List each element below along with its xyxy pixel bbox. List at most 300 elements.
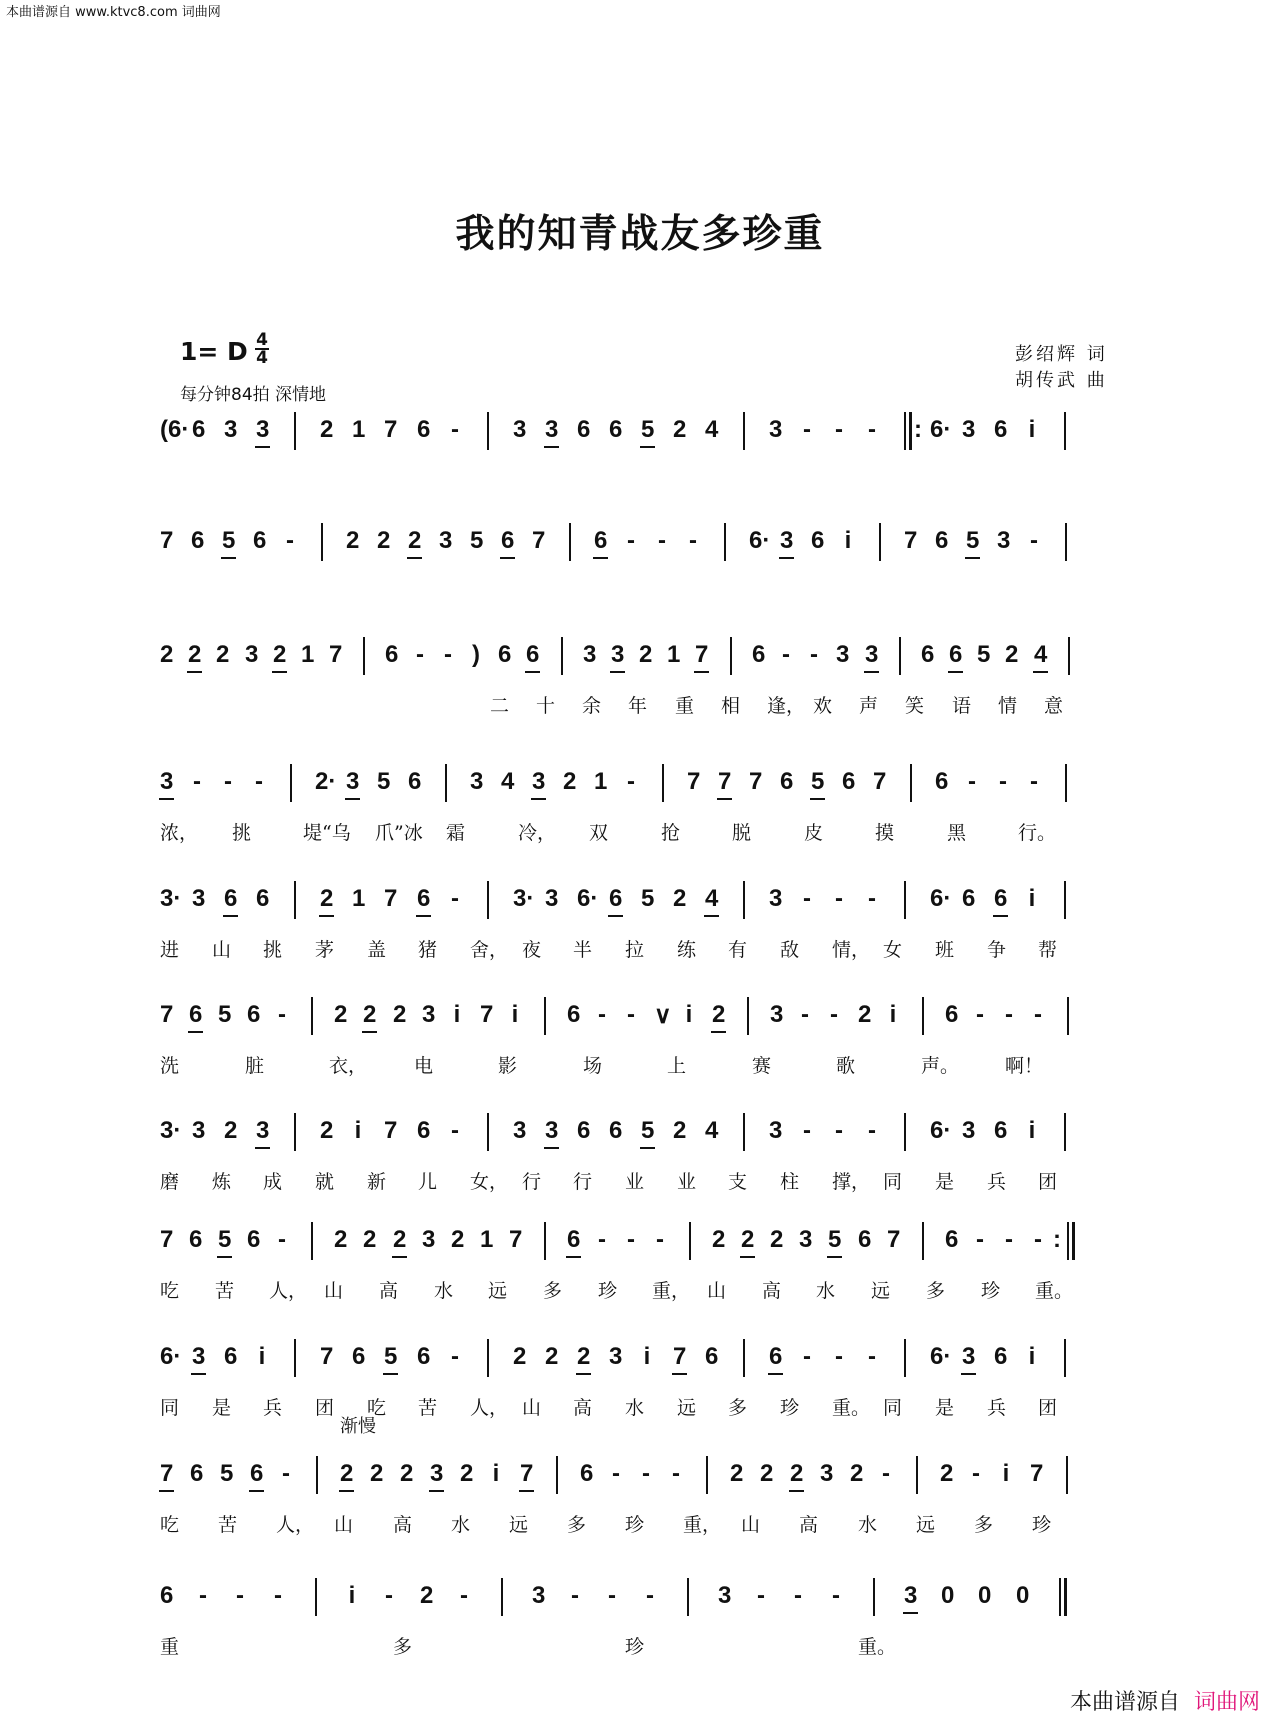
bar-line [556, 1456, 558, 1494]
time-bottom: 4 [256, 348, 268, 368]
note: 6· [930, 1343, 952, 1370]
note: 3 [799, 1226, 813, 1253]
note: 3· [160, 1117, 182, 1144]
notes-line [160, 1460, 1120, 1506]
note: - [451, 885, 459, 912]
bar-line [916, 1456, 918, 1494]
note: i [1028, 1343, 1036, 1370]
lyric-word: 二 [490, 695, 510, 717]
note: 3 [780, 527, 794, 554]
lyric-word: 有 [728, 939, 748, 961]
note: 6 [417, 1343, 431, 1370]
bar-line [910, 764, 912, 802]
notes-line [160, 1001, 1120, 1047]
lyric-word: 拉 [625, 939, 645, 961]
note: 6· [577, 885, 599, 912]
note: 3 [583, 641, 597, 668]
lyric-word: 场 [583, 1055, 603, 1077]
score-system [160, 1460, 1120, 1540]
footer-site: 词曲网 [1193, 1690, 1260, 1715]
notes-line: (6· 6 3 3 2 1 7 6 - 3 3 6 6 5 2 4 3 - - - : 6· 3 6 i [160, 416, 1120, 462]
lyric-word: 远 [509, 1514, 529, 1536]
tempo-marking: 每分钟84拍 深情地 [180, 385, 327, 405]
lyric-word: 兵 [987, 1397, 1007, 1419]
lyric-word: 皮 [804, 822, 824, 844]
lyrics-line [160, 1510, 1120, 1540]
note: 2 [741, 1226, 755, 1253]
note: 5 [377, 768, 391, 795]
lyric-word: 远 [488, 1280, 508, 1302]
lyric-word: 双 [589, 822, 609, 844]
note: 6 [994, 885, 1008, 912]
note: 2 [1005, 641, 1019, 668]
lyric-word: 远 [677, 1397, 697, 1419]
note: 6 [385, 641, 399, 668]
note: 2 [340, 1460, 354, 1487]
lyric-word: 欢 [813, 695, 833, 717]
bar-line [1064, 1113, 1066, 1151]
note: i [453, 1001, 461, 1028]
footer [1070, 1685, 1260, 1716]
bar-line [922, 997, 924, 1035]
note: 6 [250, 1460, 264, 1487]
bar-line [904, 1339, 906, 1377]
note: 7 [160, 1226, 174, 1253]
note: 6 [408, 768, 422, 795]
song-title: 我的知青战友多珍重 [455, 211, 825, 257]
notes-line [160, 768, 1120, 814]
bar-line [544, 997, 546, 1035]
lyric-word: 赛 [752, 1055, 772, 1077]
note: 3 [245, 641, 259, 668]
note: 7 [718, 768, 732, 795]
note: - [608, 1582, 616, 1609]
score-system [160, 416, 1120, 496]
lyric-word: 团 [1038, 1397, 1058, 1419]
note: 2 [563, 768, 577, 795]
lyric-word: 摸 [875, 822, 895, 844]
bar-line [687, 1578, 689, 1616]
lyric-word: 敌 [780, 939, 800, 961]
note: 6 [994, 1117, 1008, 1144]
note: 4 [705, 416, 719, 443]
lyric-word: 是 [212, 1397, 232, 1419]
note: 3 [962, 416, 976, 443]
note: i [844, 527, 852, 554]
note: - [1030, 768, 1038, 795]
lyric-word: 珍 [981, 1280, 1001, 1302]
lyrics-line [160, 935, 1120, 965]
lyric-word: 人， [276, 1514, 315, 1536]
score-system [160, 1226, 1120, 1306]
note: 2 [639, 641, 653, 668]
note: - [782, 641, 790, 668]
note: 3 [904, 1582, 918, 1609]
note: - [236, 1582, 244, 1609]
lyric-word: 苦 [215, 1280, 235, 1302]
bar-line [487, 1113, 489, 1151]
note: 3 [192, 1117, 206, 1144]
bar-line [294, 412, 296, 450]
lyric-word: 同 [883, 1171, 903, 1193]
note: 3 [545, 1117, 559, 1144]
note: 6 [842, 768, 856, 795]
note: - [794, 1582, 802, 1609]
note: 3 [545, 885, 559, 912]
bar-line [662, 764, 664, 802]
bar-line [904, 1113, 906, 1151]
lyric-word: 霜 [446, 822, 466, 844]
note: 6 [417, 416, 431, 443]
note: 2 [334, 1226, 348, 1253]
note: - [385, 1582, 393, 1609]
note: - [672, 1460, 680, 1487]
bar-line [743, 1113, 745, 1151]
note: 5 [977, 641, 991, 668]
note: 7 [320, 1343, 334, 1370]
note: 3 [609, 1343, 623, 1370]
lyric-word: 新 [367, 1171, 387, 1193]
note: 6 [577, 1117, 591, 1144]
lyric-word: 衣， [329, 1055, 368, 1077]
lyric-word: 洗 [160, 1055, 180, 1077]
note: 6 [769, 1343, 783, 1370]
note: 2 [188, 641, 202, 668]
lyric-word: 女 [883, 939, 903, 961]
note: 2 [712, 1226, 726, 1253]
bar-line [501, 1578, 503, 1616]
score-system [160, 885, 1120, 965]
note: - [451, 1343, 459, 1370]
lyric-word: 是 [935, 1397, 955, 1419]
bar-line [1067, 1222, 1075, 1260]
lyric-word: 高 [393, 1514, 413, 1536]
note: i [511, 1001, 519, 1028]
note: ∨ [654, 1002, 672, 1029]
note: 7 [160, 1460, 174, 1487]
lyric-word: 业 [625, 1171, 645, 1193]
bar-line [904, 412, 912, 450]
note: 6 [935, 768, 949, 795]
lyric-word: 磨 [160, 1171, 180, 1193]
note: - [689, 527, 697, 554]
note: 6 [945, 1001, 959, 1028]
lyric-word: 山 [707, 1280, 727, 1302]
lyric-word: 高 [573, 1397, 593, 1419]
note: 3 [192, 885, 206, 912]
footer-source: 本曲谱源自 [1069, 1690, 1180, 1715]
note: 7 [384, 1117, 398, 1144]
lyric-word: 同 [160, 1397, 180, 1419]
lyric-word: 帮 [1038, 939, 1058, 961]
bar-line [904, 881, 906, 919]
note: - [278, 1001, 286, 1028]
note: 6 [498, 641, 512, 668]
lyric-word: 猪 [418, 939, 438, 961]
lyric-word: 半 [573, 939, 593, 961]
note: - [627, 768, 635, 795]
note: i [258, 1343, 266, 1370]
note: - [460, 1582, 468, 1609]
bar-line [922, 1222, 924, 1260]
notes-line [160, 1343, 1120, 1389]
note: - [835, 885, 843, 912]
note: 3 [224, 416, 238, 443]
tempo-change: 渐慢 [340, 1416, 376, 1437]
note: 7 [873, 768, 887, 795]
note: - [571, 1582, 579, 1609]
lyric-word: 茅 [315, 939, 335, 961]
note: - [1030, 527, 1038, 554]
lyric-word: 重 [675, 695, 695, 717]
lyric-word: 浓， [160, 822, 199, 844]
note: 4 [705, 1117, 719, 1144]
note: - [598, 1001, 606, 1028]
lyric-word: 成 [263, 1171, 283, 1193]
lyrics-line [160, 1051, 1120, 1081]
note: 2 [393, 1226, 407, 1253]
note: - [627, 1001, 635, 1028]
bar-line [879, 523, 881, 561]
key-signature: 1= D [180, 337, 248, 366]
lyric-word: 远 [916, 1514, 936, 1536]
note: - [868, 416, 876, 443]
lyric-word: 女， [470, 1171, 509, 1193]
lyric-word: 珍 [625, 1636, 645, 1658]
note: - [416, 641, 424, 668]
bar-line [294, 881, 296, 919]
note: 6· [749, 527, 771, 554]
lyric-word: 多 [926, 1280, 946, 1302]
note: - [832, 1582, 840, 1609]
bar-line [730, 637, 732, 675]
note: 5 [641, 885, 655, 912]
note: 6 [352, 1343, 366, 1370]
lyric-word: 余 [582, 695, 602, 717]
lyric-word: 水 [625, 1397, 645, 1419]
score-system [160, 768, 1120, 848]
note: 2 [320, 1117, 334, 1144]
lyric-word: 是 [935, 1171, 955, 1193]
note: 3 [997, 527, 1011, 554]
lyric-word: 情， [832, 939, 871, 961]
note: - [658, 527, 666, 554]
bar-line [321, 523, 323, 561]
note: - [646, 1582, 654, 1609]
score-system [160, 641, 1120, 721]
note: 4 [705, 885, 719, 912]
note: i [643, 1343, 651, 1370]
lyric-word: 珍 [598, 1280, 618, 1302]
note: 2 [858, 1001, 872, 1028]
lyric-word: 水 [434, 1280, 454, 1302]
note: 3 [422, 1226, 436, 1253]
note: 1 [667, 641, 681, 668]
lyric-word: 水 [451, 1514, 471, 1536]
note: 3 [346, 768, 360, 795]
lyric-word: 珍 [625, 1514, 645, 1536]
bar-line [724, 523, 726, 561]
lyric-word: 练 [677, 939, 697, 961]
note: 4 [1034, 641, 1048, 668]
note: 3 [430, 1460, 444, 1487]
note: 3 [962, 1117, 976, 1144]
note: 6 [191, 527, 205, 554]
note: - [810, 641, 818, 668]
lyric-word: 水 [816, 1280, 836, 1302]
note: (6· [160, 416, 190, 443]
note: 6· [930, 885, 952, 912]
note: 2 [363, 1001, 377, 1028]
lyric-word: 重 [160, 1636, 180, 1658]
note: i [492, 1460, 500, 1487]
score-system [160, 1001, 1120, 1081]
lyric-word: 炼 [212, 1171, 232, 1193]
lyric-word: 抢 [661, 822, 681, 844]
note: 4 [501, 768, 515, 795]
note: 6 [994, 416, 1008, 443]
note: - [835, 1117, 843, 1144]
note: 3 [769, 885, 783, 912]
time-signature [255, 332, 269, 366]
note: 6 [935, 527, 949, 554]
bar-line [316, 1456, 318, 1494]
bar-line [1066, 1456, 1068, 1494]
note: 6 [949, 641, 963, 668]
note: 7 [695, 641, 709, 668]
lyric-word: 冷， [518, 822, 557, 844]
lyric-word: 挑 [263, 939, 283, 961]
note: - [830, 1001, 838, 1028]
bar-line [1067, 997, 1069, 1035]
note: - [286, 527, 294, 554]
note: 2 [377, 527, 391, 554]
lyricist-credit: 彭绍辉 词 [1015, 344, 1108, 365]
lyric-word: 人， [269, 1280, 308, 1302]
note: 3 [160, 768, 174, 795]
note: 5 [384, 1343, 398, 1370]
lyric-word: 珍 [780, 1397, 800, 1419]
note: 2 [363, 1226, 377, 1253]
note: 7 [687, 768, 701, 795]
note: 3 [470, 768, 484, 795]
lyric-word: 重， [683, 1514, 722, 1536]
note: 2 [273, 641, 287, 668]
note: - [656, 1226, 664, 1253]
lyric-word: 山 [324, 1280, 344, 1302]
note: 3 [532, 1582, 546, 1609]
note: - [627, 527, 635, 554]
note: i [1028, 416, 1036, 443]
note: 3 [256, 1117, 270, 1144]
note: - [803, 1343, 811, 1370]
note: 6 [224, 885, 238, 912]
note: 6 [577, 416, 591, 443]
bar-line [1065, 764, 1067, 802]
note: - [835, 416, 843, 443]
bar-line [311, 1222, 313, 1260]
lyric-word: 兵 [263, 1397, 283, 1419]
note: 2 [346, 527, 360, 554]
note: 5 [828, 1226, 842, 1253]
note: 6 [417, 1117, 431, 1144]
lyric-word: 支 [728, 1171, 748, 1193]
note: 6 [705, 1343, 719, 1370]
notes-line [160, 527, 1120, 573]
note: 1 [352, 416, 366, 443]
note: 3 [513, 416, 527, 443]
bar-line [1064, 1339, 1066, 1377]
note: 7 [673, 1343, 687, 1370]
note: 3 [513, 1117, 527, 1144]
lyric-word: 语 [952, 695, 972, 717]
bar-line [544, 1222, 546, 1260]
note: 6 [224, 1343, 238, 1370]
lyric-word: 团 [315, 1397, 335, 1419]
note: 6 [256, 885, 270, 912]
note: 7 [329, 641, 343, 668]
lyric-word: 多 [567, 1514, 587, 1536]
lyric-word: 多 [543, 1280, 563, 1302]
note: 6 [247, 1226, 261, 1253]
note: 7 [887, 1226, 901, 1253]
note: 7 [384, 416, 398, 443]
lyric-word: 重。 [832, 1397, 871, 1419]
lyric-word: 脏 [245, 1055, 265, 1077]
note: - [868, 885, 876, 912]
bar-line [445, 764, 447, 802]
note: - [803, 885, 811, 912]
note: - [451, 416, 459, 443]
lyric-word: 声。 [921, 1055, 960, 1077]
note: 6 [921, 641, 935, 668]
lyric-word: 夜 [522, 939, 542, 961]
lyric-word: 多 [393, 1636, 413, 1658]
note: - [612, 1460, 620, 1487]
lyric-word: 山 [212, 939, 232, 961]
note: - [1034, 1001, 1042, 1028]
note: 3 [611, 641, 625, 668]
bar-line [747, 997, 749, 1035]
note: 6 [962, 885, 976, 912]
note: 7 [480, 1001, 494, 1028]
note: 6 [567, 1226, 581, 1253]
note: i [685, 1001, 693, 1028]
note: 6 [580, 1460, 594, 1487]
note: 2 [400, 1460, 414, 1487]
bar-line [1064, 881, 1066, 919]
note: 3 [865, 641, 879, 668]
lyric-word: 电 [414, 1055, 434, 1077]
note: 6 [501, 527, 515, 554]
note: 3 [422, 1001, 436, 1028]
note: 2 [334, 1001, 348, 1028]
lyric-word: 高 [379, 1280, 399, 1302]
lyric-word: 多 [974, 1514, 994, 1536]
lyric-word: 相 [721, 695, 741, 717]
lyric-word: 进 [160, 939, 180, 961]
note: 6 [417, 885, 431, 912]
lyrics-line [160, 466, 1120, 496]
note: 0 [1016, 1582, 1030, 1609]
lyric-word: 撑， [832, 1171, 871, 1193]
note: 2 [460, 1460, 474, 1487]
lyric-word: 柱 [780, 1171, 800, 1193]
note: - [451, 1117, 459, 1144]
lyric-word: 盖 [367, 939, 387, 961]
lyrics-line [160, 818, 1120, 848]
note: - [868, 1117, 876, 1144]
